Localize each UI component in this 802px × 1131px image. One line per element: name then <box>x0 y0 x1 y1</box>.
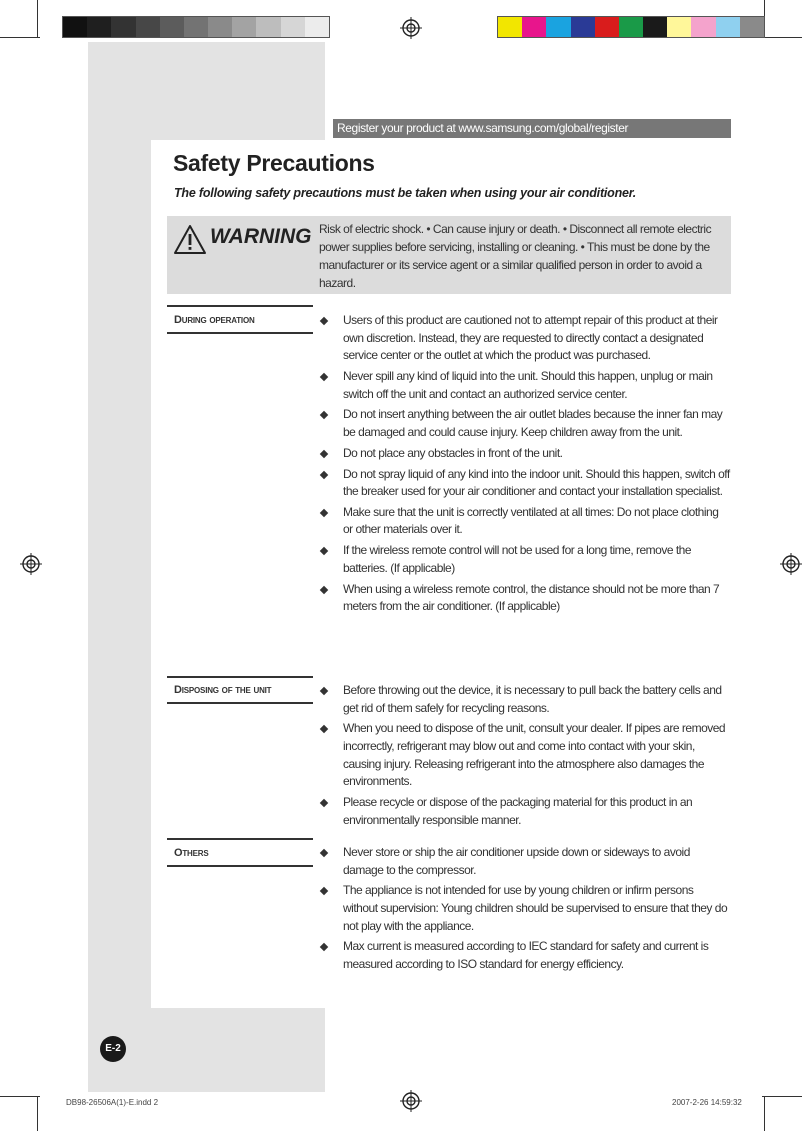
color-swatch <box>160 17 184 37</box>
disposing-list <box>320 682 730 832</box>
diamond-bullet-icon <box>320 373 328 381</box>
section-rule <box>167 838 313 840</box>
diamond-bullet-icon <box>320 799 328 807</box>
list-item: When using a wireless remote control, the distance should not be more than 7 meters from the air conditioner. (If applicable) <box>320 581 730 616</box>
diamond-bullet-icon <box>320 317 328 325</box>
color-swatch <box>87 17 111 37</box>
color-swatch <box>256 17 280 37</box>
color-swatch <box>208 17 232 37</box>
color-swatch <box>571 17 595 37</box>
section-rule <box>167 332 313 334</box>
registration-mark-icon <box>400 1090 422 1112</box>
section-rule <box>167 702 313 704</box>
list-item: The appliance is not intended for use by young children or infirm persons without supervision: Young children should be supervised to ensure that they do not play with the appliance. <box>320 882 730 935</box>
registration-mark-icon <box>780 553 802 575</box>
section-label-disposing: Disposing of the unit <box>174 684 272 696</box>
warning-text: Risk of electric shock. • Can cause injury or death. • Disconnect all remote electric power supplies before servicing, installing or cleaning. • This must be done by the manufacturer or its service agent or a similar qualified person in order to avoid a hazard. <box>319 222 712 290</box>
page-number-badge: E-2 <box>100 1036 126 1062</box>
page-title: Safety Precautions <box>173 150 375 176</box>
color-swatch <box>63 17 87 37</box>
list-item: Make sure that the unit is correctly ventilated at all times: Do not place clothing or other materials over it. <box>320 504 730 539</box>
crop-mark <box>764 1096 765 1131</box>
section-label-during-operation: During operation <box>174 314 255 326</box>
crop-mark <box>762 37 802 38</box>
diamond-bullet-icon <box>320 449 328 457</box>
color-swatch <box>643 17 667 37</box>
warning-label: WARNING <box>210 225 312 248</box>
registration-mark-icon <box>20 553 42 575</box>
register-banner: Register your product at www.samsung.com/global/register <box>333 119 731 138</box>
print-timestamp: 2007-2-26 14:59:32 <box>672 1098 742 1107</box>
list-item: Please recycle or dispose of the packaging material for this product in an environmentally responsible manner. <box>320 794 730 829</box>
diamond-bullet-icon <box>320 509 328 517</box>
page-subtitle: The following safety precautions must be taken when using your air conditioner. <box>174 186 637 200</box>
color-swatch <box>305 17 329 37</box>
color-swatch-bar <box>497 16 765 38</box>
color-swatch <box>546 17 570 37</box>
list-item: Never store or ship the air conditioner upside down or sideways to avoid damage to the compressor. <box>320 844 730 879</box>
color-swatch <box>716 17 740 37</box>
list-item: Users of this product are cautioned not to attempt repair of this product at their own discretion. Instead, they are requested to directly contact a designated service center or the outlet at which the product was purchased. <box>320 312 730 365</box>
diamond-bullet-icon <box>320 943 328 951</box>
color-swatch <box>111 17 135 37</box>
file-info: DB98-26506A(1)-E.indd 2 <box>66 1098 159 1107</box>
during-operation-list <box>320 312 730 619</box>
diamond-bullet-icon <box>320 585 328 593</box>
list-item: Max current is measured according to IEC standard for safety and current is measured according to ISO standard for energy efficiency. <box>320 938 730 973</box>
color-swatch <box>232 17 256 37</box>
crop-mark <box>0 37 40 38</box>
color-swatch <box>619 17 643 37</box>
diamond-bullet-icon <box>320 687 328 695</box>
section-rule <box>167 865 313 867</box>
color-swatch <box>667 17 691 37</box>
list-item: Before throwing out the device, it is necessary to pull back the battery cells and get rid of them safely for recycling reasons. <box>320 682 730 717</box>
diamond-bullet-icon <box>320 725 328 733</box>
section-label-others: Others <box>174 847 209 859</box>
section-rule <box>167 676 313 678</box>
color-swatch <box>595 17 619 37</box>
gray-swatch-bar <box>62 16 330 38</box>
color-swatch <box>498 17 522 37</box>
color-swatch <box>522 17 546 37</box>
color-swatch <box>184 17 208 37</box>
section-rule <box>167 305 313 307</box>
color-swatch <box>740 17 764 37</box>
list-item: If the wireless remote control will not be used for a long time, remove the batteries. (If applicable) <box>320 542 730 577</box>
diamond-bullet-icon <box>320 849 328 857</box>
list-item: Do not spray liquid of any kind into the indoor unit. Should this happen, switch off the breaker used for your air conditioner and contact your installation specialist. <box>320 466 730 501</box>
crop-mark <box>37 0 38 38</box>
list-item: Do not insert anything between the air outlet blades because the inner fan may be damaged and could cause injury. Keep children away from the unit. <box>320 406 730 441</box>
list-item: Do not place any obstacles in front of the unit. <box>320 445 730 463</box>
color-swatch <box>136 17 160 37</box>
others-list <box>320 844 730 977</box>
color-swatch <box>691 17 715 37</box>
diamond-bullet-icon <box>320 470 328 478</box>
diamond-bullet-icon <box>320 887 328 895</box>
crop-mark <box>37 1096 38 1131</box>
warning-triangle-icon <box>173 224 207 256</box>
list-item: When you need to dispose of the unit, consult your dealer. If pipes are removed incorrectly, refrigerant may blow out and come into contact with your skin, causing injury. Releasing refrigerant into the atmosphere also damages the environments. <box>320 720 730 790</box>
list-item: Never spill any kind of liquid into the unit. Should this happen, unplug or main switch off the unit and contact an authorized service center. <box>320 368 730 403</box>
color-swatch <box>281 17 305 37</box>
diamond-bullet-icon <box>320 547 328 555</box>
crop-mark <box>762 1096 802 1097</box>
crop-mark <box>0 1096 40 1097</box>
diamond-bullet-icon <box>320 411 328 419</box>
registration-mark-icon <box>400 17 422 39</box>
